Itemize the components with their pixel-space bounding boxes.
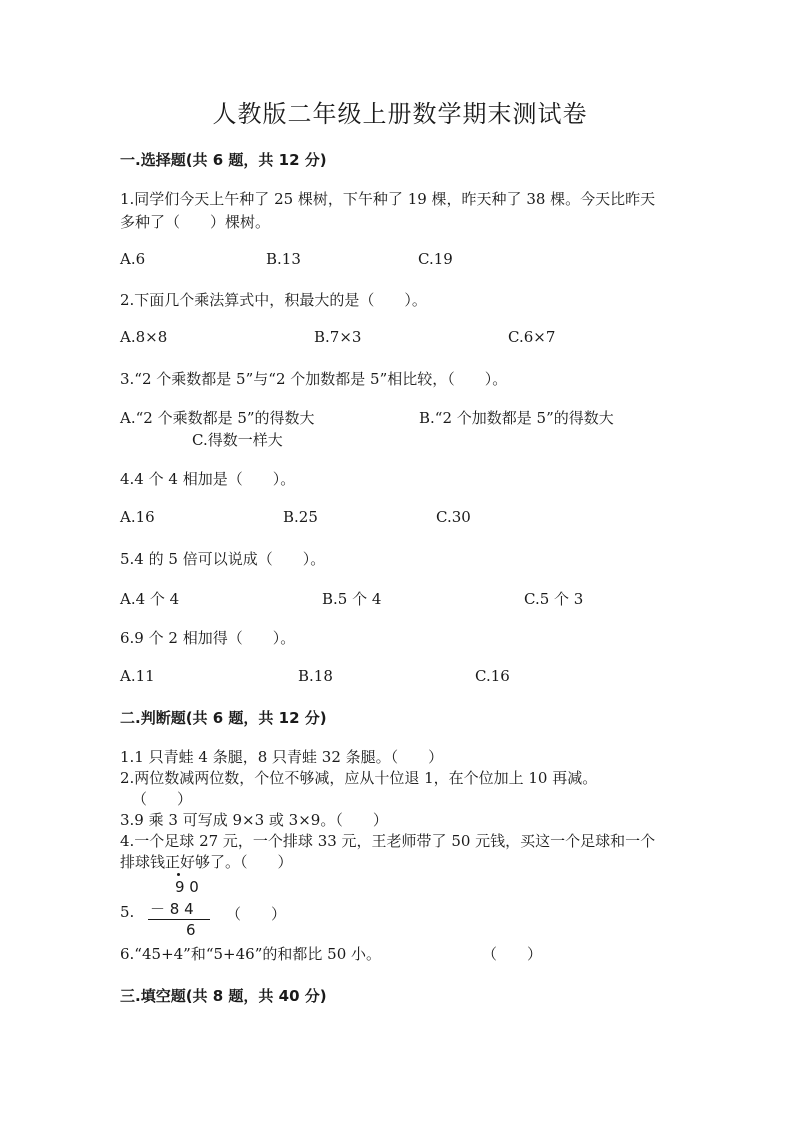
tf-question-4: 4.一个足球 27 元，一个排球 33 元，王老师带了 50 元钱，买这一个足球和一个 [120, 832, 656, 850]
option-a: A.4 个 4 [120, 590, 180, 608]
borrow-dot [177, 873, 180, 876]
vertical-subtraction [146, 870, 226, 940]
subtrahend: － 8 4 [150, 900, 194, 918]
option-b: B.18 [298, 667, 333, 685]
option-c: C.30 [436, 508, 471, 526]
question-6-text: 6.9 个 2 相加得（ ）。 [120, 629, 296, 647]
page-title: 人教版二年级上册数学期末测试卷 [212, 100, 588, 128]
section-heading-choice: 一.选择题(共 6 题，共 12 分) [120, 151, 327, 169]
option-c: C.得数一样大 [192, 431, 283, 449]
question-2-text: 2.下面几个乘法算式中，积最大的是（ ）。 [120, 291, 427, 309]
option-b: B.“2 个加数都是 5”的得数大 [419, 409, 614, 427]
option-b: B.13 [266, 250, 301, 268]
question-4-text: 4.4 个 4 相加是（ ）。 [120, 470, 296, 488]
section-heading-true-false: 二.判断题(共 6 题，共 12 分) [120, 709, 327, 727]
tf-question-3: 3.9 乘 3 可写成 9×3 或 3×9。（ ） [120, 811, 388, 829]
option-a: A.“2 个乘数都是 5”的得数大 [120, 409, 315, 427]
tf-question-4-cont: 排球钱正好够了。（ ） [120, 853, 293, 871]
tf-question-6-blank: （ ） [482, 945, 543, 963]
tf-question-5-label: 5. [120, 903, 135, 921]
option-a: A.11 [120, 667, 155, 685]
difference: 6 [186, 921, 196, 939]
option-b: B.7×3 [314, 328, 362, 346]
subtraction-line [148, 919, 210, 920]
option-c: C.16 [475, 667, 510, 685]
option-a: A.8×8 [120, 328, 168, 346]
question-1-text: 1.同学们今天上午种了 25 棵树，下午种了 19 棵，昨天种了 38 棵。今天比昨天 [120, 190, 656, 208]
minuend: 9 0 [175, 878, 199, 896]
tf-question-5-blank: （ ） [226, 905, 287, 923]
tf-question-1: 1.1 只青蛙 4 条腿，8 只青蛙 32 条腿。（ ） [120, 748, 444, 766]
question-5-text: 5.4 的 5 倍可以说成（ ）。 [120, 550, 326, 568]
question-1-text-cont: 多种了（ ）棵树。 [120, 213, 271, 231]
option-a: A.6 [120, 250, 146, 268]
option-b: B.5 个 4 [322, 590, 382, 608]
section-heading-fill-in: 三.填空题(共 8 题，共 40 分) [120, 987, 327, 1005]
tf-question-6: 6.“45+4”和“5+46”的和都比 50 小。 [120, 945, 382, 963]
option-b: B.25 [283, 508, 318, 526]
option-c: C.5 个 3 [524, 590, 584, 608]
tf-question-2-blank: （ ） [132, 790, 193, 808]
option-c: C.6×7 [508, 328, 556, 346]
option-a: A.16 [120, 508, 155, 526]
tf-question-2: 2.两位数减两位数，个位不够减，应从十位退 1，在个位加上 10 再减。 [120, 769, 598, 787]
option-c: C.19 [418, 250, 453, 268]
question-3-text: 3.“2 个乘数都是 5”与“2 个加数都是 5”相比较，（ ）。 [120, 370, 508, 388]
